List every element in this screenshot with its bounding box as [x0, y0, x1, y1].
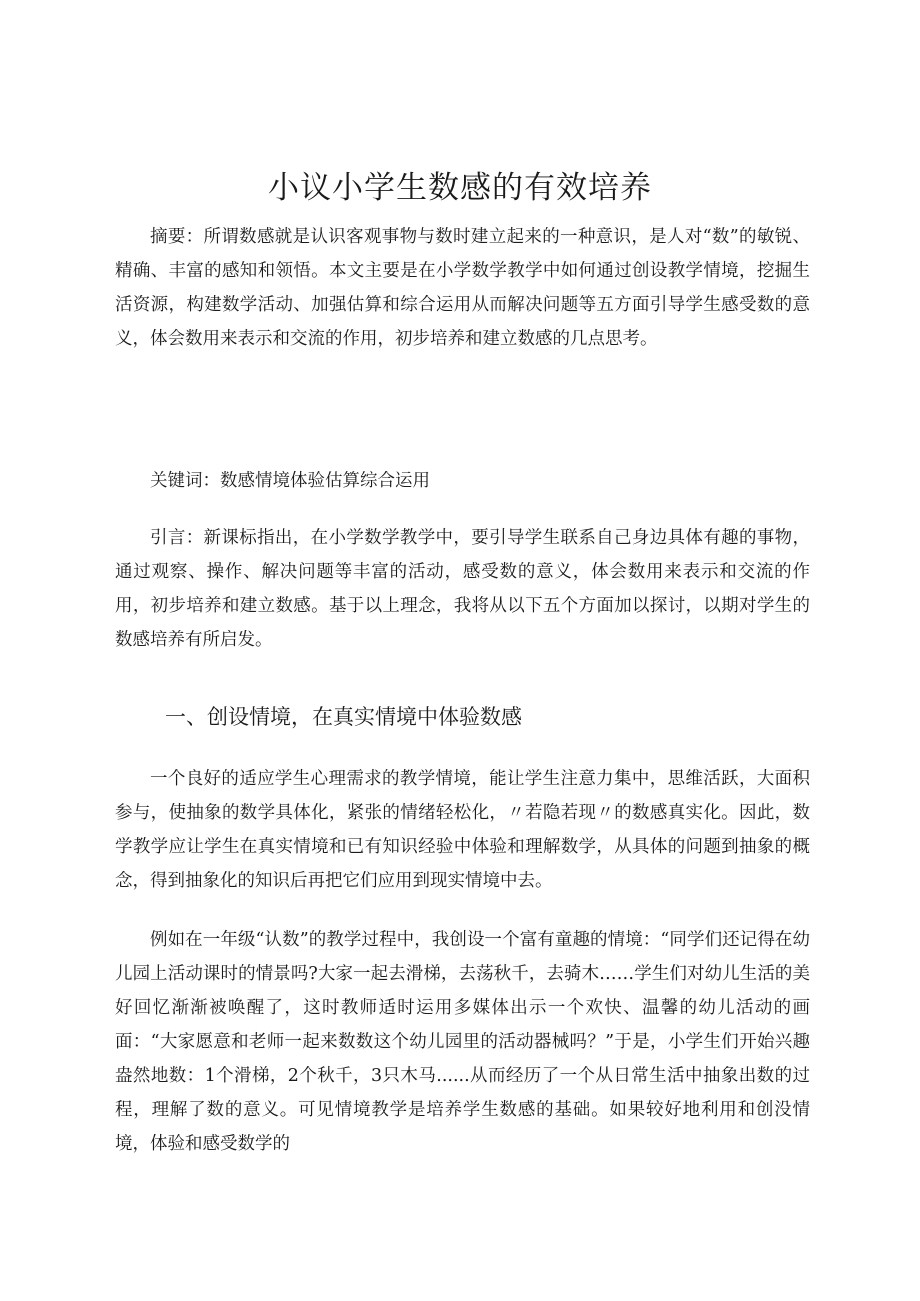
keywords-paragraph: 关键词：数感情境体验估算综合运用 — [150, 471, 430, 491]
introduction-paragraph: 引言：新课标指出，在小学数学教学中，要引导学生联系自己身边具体有趣的事物，通过观察、操作、解决问题等丰富的活动，感受数的意义，体会数用来表示和交流的作用，初步培养和建立数感。基于以上理念，我将从以下五个方面加以探讨，以期对学生的数感培养有所启发。 — [115, 528, 810, 650]
document-title: 小议小学生数感的有效培养 — [268, 170, 652, 206]
section-1-heading: 一、创设情境，在真实情境中体验数感 — [165, 705, 522, 729]
section-1-paragraph-1: 一个良好的适应学生心理需求的教学情境，能让学生注意力集中，思维活跃，大面积参与，使抽象的数学具体化，紧张的情绪轻松化，〃若隐若现〃的数感真实化。因此，数学教学应让学生在真实情境和已有知识经验中体验和理解数学，从具体的问题到抽象的概念，得到抽象化的知识后再把它们应用到现实情境中去。 — [115, 769, 810, 891]
abstract-paragraph: 摘要：所谓数感就是认识客观事物与数时建立起来的一种意识，是人对“数”的敏锐、精确、丰富的感知和领悟。本文主要是在小学数学教学中如何通过创设教学情境，挖掘生活资源，构建数学活动、加强估算和综合运用从而解决问题等五方面引导学生感受数的意义，体会数用来表示和交流的作用，初步培养和建立数感的几点思考。 — [115, 227, 810, 349]
section-1-paragraph-2: 例如在一年级“认数”的教学过程中，我创设一个富有童趣的情境：“同学们还记得在幼儿园上活动课时的情景吗?大家一起去滑梯，去荡秋千，去骑木……学生们对幼儿生活的美好回忆渐渐被唤醒了，这时教师适时运用多媒体出示一个欢快、温馨的幼儿活动的画面：“大家愿意和老师一起来数数这个幼儿园里的活动器械吗？”于是，小学生们开始兴趣盎然地数：1个滑梯，2个秋千，3只木马......从而经历了一个从日常生活中抽象出数的过程，理解了数的意义。可见情境教学是培养学生数感的基础。如果较好地利用和创没情境，体验和感受数学的 — [115, 930, 810, 1154]
